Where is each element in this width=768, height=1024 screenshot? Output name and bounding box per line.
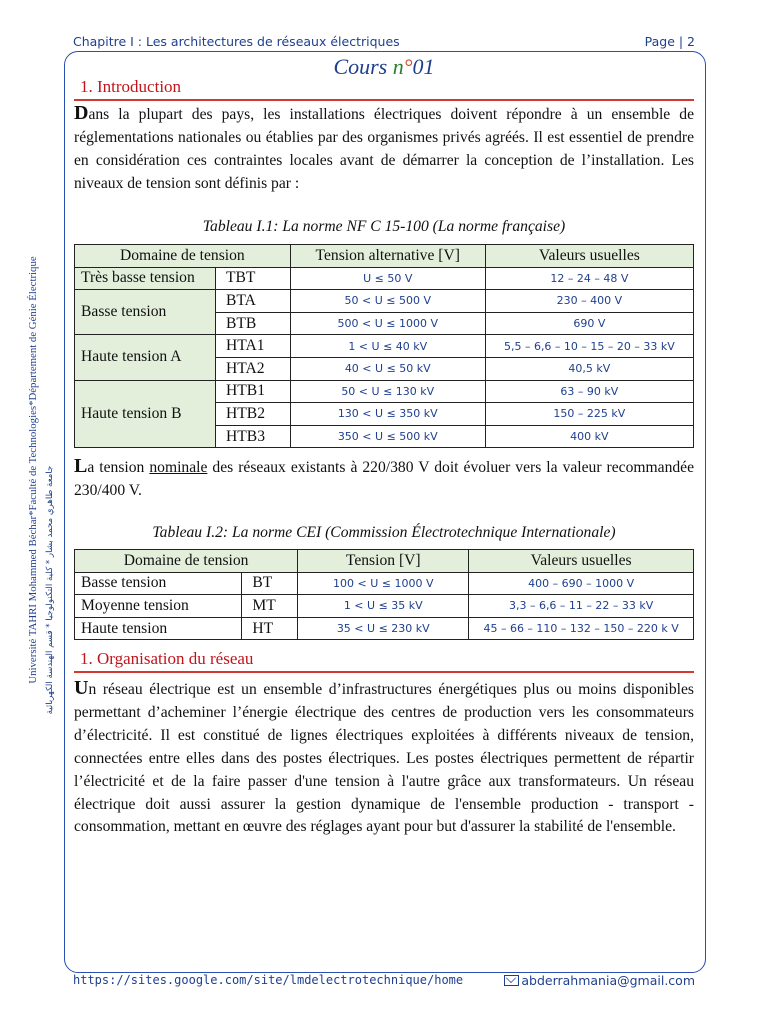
introduction-paragraph: [74, 102, 694, 196]
university-line: Université TAHRI Mohammed Béchar*Faculté de Technologies*Département de Génie Électrique: [27, 256, 39, 684]
section-heading-introduction: 1. Introduction: [74, 77, 694, 101]
table-header-row: [75, 550, 694, 573]
university-line-arabic: جامعة طاهري محمد بشار * كلية التكنولوجيا * قسم الهندسة الكهربائية: [45, 465, 55, 715]
domain-cell: Haute tension A: [75, 335, 216, 380]
range-cell: 350 < U ≤ 500 kV: [290, 425, 485, 448]
abbr-cell: HTA1: [216, 335, 291, 358]
column-header: Tension [V]: [298, 550, 469, 573]
organisation-paragraph: [74, 677, 694, 839]
underlined-word: nominale: [149, 459, 208, 476]
domain-cell: Haute tension B: [75, 380, 216, 448]
course-title: Cours n°01: [333, 54, 435, 79]
range-cell: 50 < U ≤ 130 kV: [290, 380, 485, 403]
range-cell: 50 < U ≤ 500 V: [290, 290, 485, 313]
paragraph-text: ans la plupart des pays, les installations électriques doivent répondre à un ensemble de réglementations nationales ou établies par des organismes privés agréés. Il est essentiel de prendre en considération ces contraintes locales avant de démarrer la conception de l’installation. Les niveaux de tension sont définis par :: [74, 106, 694, 192]
abbr-cell: HTA2: [216, 357, 291, 380]
email-contact[interactable]: [504, 973, 695, 988]
usual-value-cell: 690 V: [485, 312, 693, 335]
range-cell: 40 < U ≤ 50 kV: [290, 357, 485, 380]
abbr-cell: BTB: [216, 312, 291, 335]
table2-caption: Tableau I.2: La norme CEI (Commission Électrotechnique Internationale): [152, 524, 616, 541]
column-header: Valeurs usuelles: [469, 550, 694, 573]
usual-value-cell: 12 – 24 – 48 V: [485, 267, 693, 290]
column-header: Tension alternative [V]: [290, 245, 485, 268]
table1-caption: Tableau I.1: La norme NF C 15-100 (La norme française): [202, 218, 566, 235]
table-row: [75, 267, 694, 290]
column-header: Domaine de tension: [75, 245, 291, 268]
mail-icon: [504, 975, 519, 986]
usual-value-cell: 150 – 225 kV: [485, 403, 693, 426]
page-number: Page | 2: [644, 34, 695, 49]
domain-cell: Très basse tension: [75, 267, 216, 290]
dropcap: L: [74, 455, 88, 477]
chapter-title: Chapitre I : Les architectures de réseaux électriques: [73, 34, 400, 49]
university-sidebar: [26, 230, 40, 710]
abbr-cell: HTB3: [216, 425, 291, 448]
range-cell: 35 < U ≤ 230 kV: [298, 617, 469, 640]
range-cell: 500 < U ≤ 1000 V: [290, 312, 485, 335]
range-cell: 130 < U ≤ 350 kV: [290, 403, 485, 426]
range-cell: 100 < U ≤ 1000 V: [298, 572, 469, 595]
abbr-cell: HTB1: [216, 380, 291, 403]
table-row: [75, 380, 694, 403]
dropcap: U: [74, 677, 89, 699]
university-sidebar-arabic: [44, 440, 56, 740]
usual-value-cell: 3,3 – 6,6 – 11 – 22 – 33 kV: [469, 595, 694, 618]
usual-value-cell: 63 – 90 kV: [485, 380, 693, 403]
abbr-cell: MT: [242, 595, 298, 618]
table-nfc15100: [74, 244, 694, 448]
table-row: [75, 335, 694, 358]
usual-value-cell: 45 – 66 – 110 – 132 – 150 – 220 k V: [469, 617, 694, 640]
domain-cell: Haute tension: [75, 617, 242, 640]
table-row: [75, 572, 694, 595]
column-header: Domaine de tension: [75, 550, 298, 573]
domain-cell: Moyenne tension: [75, 595, 242, 618]
abbr-cell: HT: [242, 617, 298, 640]
abbr-cell: TBT: [216, 267, 291, 290]
abbr-cell: HTB2: [216, 403, 291, 426]
dropcap: D: [74, 102, 89, 124]
table-row: [75, 617, 694, 640]
range-cell: U ≤ 50 V: [290, 267, 485, 290]
range-cell: 1 < U ≤ 40 kV: [290, 335, 485, 358]
abbr-cell: BTA: [216, 290, 291, 313]
table-row: [75, 290, 694, 313]
usual-value-cell: 40,5 kV: [485, 357, 693, 380]
paragraph-text: n réseau électrique est un ensemble d’infrastructures énergétiques plus ou moins disponibles permettant d’acheminer l’énergie électrique des centres de production vers les consommateurs d’électricité. Il est constitué de lignes électriques exploitées à différents niveaux de tension, connectées entre elles dans des postes électriques. Les postes électriques permettent de répartir l’électricité et de la faire passer d'une tension à l'autre grâce aux transformateurs. Un réseau électrique doit aussi assurer la gestion dynamique de l'ensemble production - transport - consommation, mettant en œuvre des réglages ayant pour but d'assurer la stabilité de l'ensemble.: [74, 681, 694, 836]
usual-value-cell: 400 kV: [485, 425, 693, 448]
table-cei: [74, 549, 694, 640]
table-row: [75, 595, 694, 618]
page-footer: [73, 973, 695, 991]
usual-value-cell: 400 – 690 – 1000 V: [469, 572, 694, 595]
domain-cell: Basse tension: [75, 572, 242, 595]
column-header: Valeurs usuelles: [485, 245, 693, 268]
page-header: [73, 34, 695, 52]
section-heading-organisation: 1. Organisation du réseau: [74, 649, 694, 673]
range-cell: 1 < U ≤ 35 kV: [298, 595, 469, 618]
nominal-paragraph: La tension nominale des réseaux existants à 220/380 V doit évoluer vers la valeur recommandée 230/400 V.: [74, 455, 695, 499]
site-link[interactable]: https://sites.google.com/site/lmdelectrotechnique/home: [73, 973, 464, 987]
usual-value-cell: 230 – 400 V: [485, 290, 693, 313]
abbr-cell: BT: [242, 572, 298, 595]
email-address[interactable]: abderrahmania@gmail.com: [521, 973, 695, 988]
usual-value-cell: 5,5 – 6,6 – 10 – 15 – 20 – 33 kV: [485, 335, 693, 358]
table-header-row: [75, 245, 694, 268]
domain-cell: Basse tension: [75, 290, 216, 335]
